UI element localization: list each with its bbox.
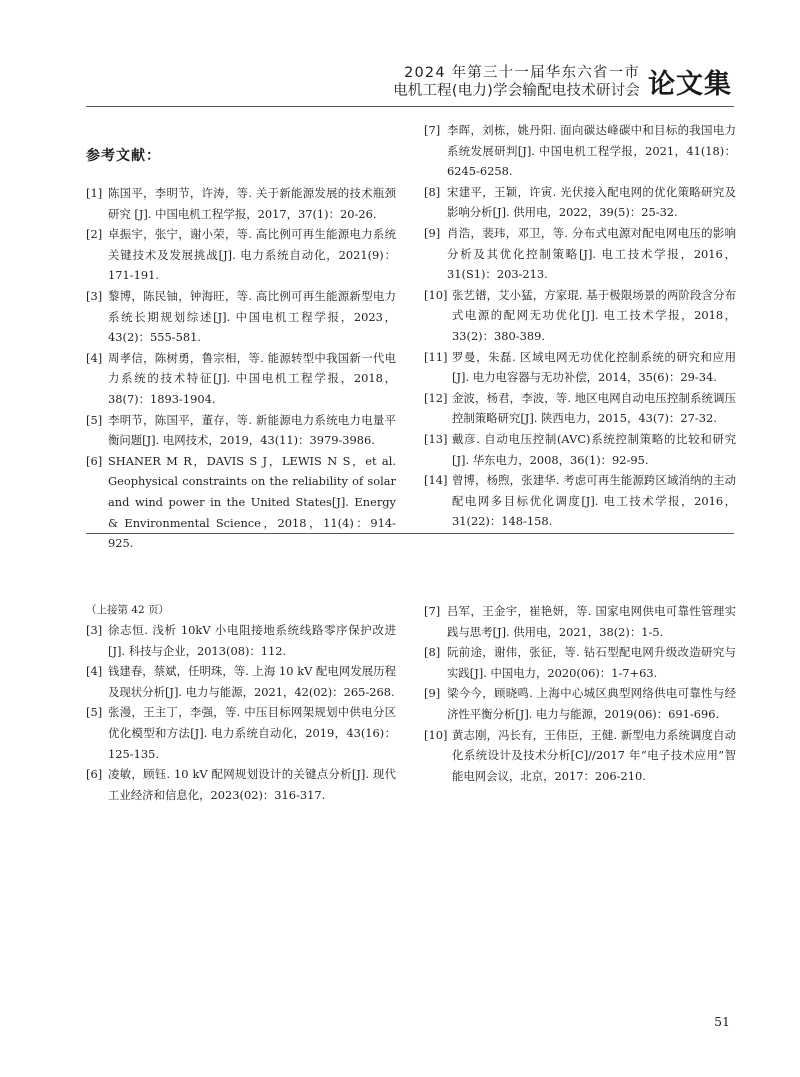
reference-list-bottom-right — [424, 601, 736, 786]
reference-number: [7] — [424, 604, 441, 618]
reference-item — [424, 388, 736, 429]
reference-text: 阮前途，谢伟，张征，等. 钻石型配电网升级改造研究与实践[J]. 中国电力，2020(06)：1-7+63. — [447, 645, 736, 680]
header-text — [393, 64, 640, 100]
reference-number: [4] — [86, 350, 103, 365]
reference-number: [10] — [424, 287, 448, 302]
reference-text: 张艺镨，艾小猛，方家琨. 基于极限场景的两阶段含分布式电源的配网无功优化[J]. 电工技术学报，2018，33(2)：380-389. — [452, 287, 736, 343]
reference-list-bottom-left — [86, 620, 396, 805]
reference-item — [424, 725, 736, 787]
reference-item — [424, 182, 736, 223]
references-column-top-right — [424, 120, 736, 532]
reference-text: 李晖，刘栋，姚丹阳. 面向碳达峰碳中和目标的我国电力系统发展研判[J]. 中国电机工程学报，2021，41(18)：6245-6258. — [447, 123, 736, 179]
reference-text: 罗曼，朱磊. 区域电网无功优化控制系统的研究和应用[J]. 电力电容器与无功补偿，2014，35(6)：29-34. — [452, 349, 736, 385]
reference-text: 肖浩，裴玮，邓卫，等. 分布式电源对配电网电压的影响分析及其优化控制策略[J]. 电工技术学报，2016，31(S1)：203-213. — [447, 225, 736, 282]
reference-item — [424, 120, 736, 182]
reference-number: [8] — [424, 645, 441, 660]
reference-number: [5] — [86, 705, 103, 720]
reference-number: [7] — [424, 123, 441, 137]
reference-number: [6] — [86, 453, 103, 468]
page-number: 51 — [714, 1014, 730, 1029]
reference-item — [86, 620, 396, 661]
reference-text: 曾博，杨煦，张建华. 考虑可再生能源跨区域消纳的主动配电网多目标优化调度[J]. 电工技术学报，2016，31(22)：148-158. — [452, 473, 736, 529]
reference-text: 黄志刚，冯长有，王伟臣，王健. 新型电力系统调度自动化系统设计及技术分析[C]//2017 年“电子技术应用”智能电网会议，北京，2017：206-210. — [452, 727, 736, 783]
reference-item — [424, 285, 736, 347]
header-line-1: 2024 年第三十一届华东六省一市 — [404, 64, 640, 81]
reference-number: [12] — [424, 390, 448, 405]
section-divider — [86, 533, 734, 534]
reference-text: 徐志恒. 浅析 10kV 小电阻接地系统线路零序保护改进[J]. 科技与企业，2013(08)：112. — [108, 623, 396, 658]
section-title: 参考文献： — [86, 148, 161, 164]
references-column-bottom-left — [86, 601, 396, 805]
reference-number: [13] — [424, 431, 448, 446]
reference-number: [1] — [86, 186, 103, 200]
reference-item — [86, 348, 396, 410]
reference-text: 戴彦. 自动电压控制(AVC)系统控制策略的比较和研究[J]. 华东电力，2008，36(1)：92-95. — [452, 431, 736, 467]
reference-list-top-left — [86, 183, 396, 554]
reference-text: 凌敏，顾钰. 10 kV 配网规划设计的关键点分析[J]. 现代工业经济和信息化，2023(02)：316-317. — [108, 767, 396, 802]
reference-item — [424, 347, 736, 388]
reference-item — [86, 451, 396, 554]
reference-item — [86, 661, 396, 702]
reference-number: [11] — [424, 349, 448, 364]
reference-text: 卓振宇，张宁，谢小荣，等. 高比例可再生能源电力系统关键技术及发展挑战[J]. 电力系统自动化，2021(9)：171-191. — [108, 227, 396, 283]
reference-number: [4] — [86, 664, 103, 679]
reference-item — [424, 470, 736, 532]
reference-list-top-right — [424, 120, 736, 532]
reference-text: SHANER M R，DAVIS S J，LEWIS N S，et al. Geophysical constraints on the reliability of solar and wind power in the United States[J]. Energy & Environmental Science，2018，11(4)：914-925. — [108, 453, 396, 551]
reference-number: [9] — [424, 686, 441, 701]
reference-number: [14] — [424, 473, 448, 488]
reference-item — [424, 683, 736, 724]
reference-item — [86, 286, 396, 348]
reference-item — [86, 702, 396, 764]
reference-number: [10] — [424, 727, 448, 742]
reference-item — [424, 429, 736, 470]
reference-text: 钱建春，蔡斌，任明珠，等. 上海 10 kV 配电网发展历程及现状分析[J]. 电力与能源，2021，42(02)：265-268. — [108, 664, 396, 699]
reference-text: 宋建平，王颖，许寅. 光伏接入配电网的优化策略研究及影响分析[J]. 供用电，2022，39(5)：25-32. — [447, 184, 736, 220]
reference-text: 陈国平，李明节，许涛，等. 关于新能源发展的技术瓶颈研究 [J]. 中国电机工程学报，2017，37(1)：20-26. — [108, 186, 396, 221]
header-line-2: 电机工程(电力)学会输配电技术研讨会 — [393, 82, 640, 99]
reference-item — [86, 410, 396, 451]
reference-text: 李明节，陈国平，董存，等. 新能源电力系统电力电量平衡问题[J]. 电网技术，2019，43(11)：3979-3986. — [108, 412, 396, 448]
reference-item — [424, 223, 736, 285]
reference-text: 周孝信，陈树勇，鲁宗相，等. 能源转型中我国新一代电力系统的技术特征[J]. 中国电机工程学报，2018，38(7)：1893-1904. — [108, 350, 396, 406]
reference-item — [86, 183, 396, 224]
header-divider — [86, 106, 734, 107]
running-header — [393, 62, 732, 101]
continuation-note: （上接第 42 页） — [86, 604, 170, 616]
reference-text: 黎博，陈民铀，钟海旺，等. 高比例可再生能源新型电力系统长期规划综述[J]. 中国电机工程学报，2023，43(2)：555-581. — [108, 288, 396, 345]
reference-text: 梁今今，顾晓鸣. 上海中心城区典型网络供电可靠性与经济性平衡分析[J]. 电力与能源，2019(06)：691-696. — [447, 686, 736, 721]
reference-item — [86, 224, 396, 286]
reference-number: [6] — [86, 767, 103, 782]
reference-number: [2] — [86, 227, 103, 242]
references-column-bottom-right — [424, 601, 736, 786]
reference-item — [86, 764, 396, 805]
reference-item — [424, 642, 736, 683]
reference-number: [9] — [424, 225, 441, 240]
reference-text: 张漫，王主丁，李强，等. 中压目标网架规划中供电分区优化模型和方法[J]. 电力系统自动化，2019，43(16)：125-135. — [108, 705, 396, 761]
reference-text: 吕军，王金宇，崔艳妍，等. 国家电网供电可靠性管理实践与思考[J]. 供用电，2021，38(2)：1-5. — [447, 604, 736, 639]
header-logo-text: 论文集 — [648, 69, 732, 100]
reference-number: [8] — [424, 184, 441, 199]
references-column-top-left — [86, 145, 396, 554]
reference-item — [424, 601, 736, 642]
reference-number: [5] — [86, 412, 103, 427]
reference-number: [3] — [86, 623, 103, 637]
reference-text: 金波，杨君，李波，等. 地区电网自动电压控制系统调压控制策略研究[J]. 陕西电力，2015，43(7)：27-32. — [452, 390, 736, 426]
reference-number: [3] — [86, 288, 103, 303]
